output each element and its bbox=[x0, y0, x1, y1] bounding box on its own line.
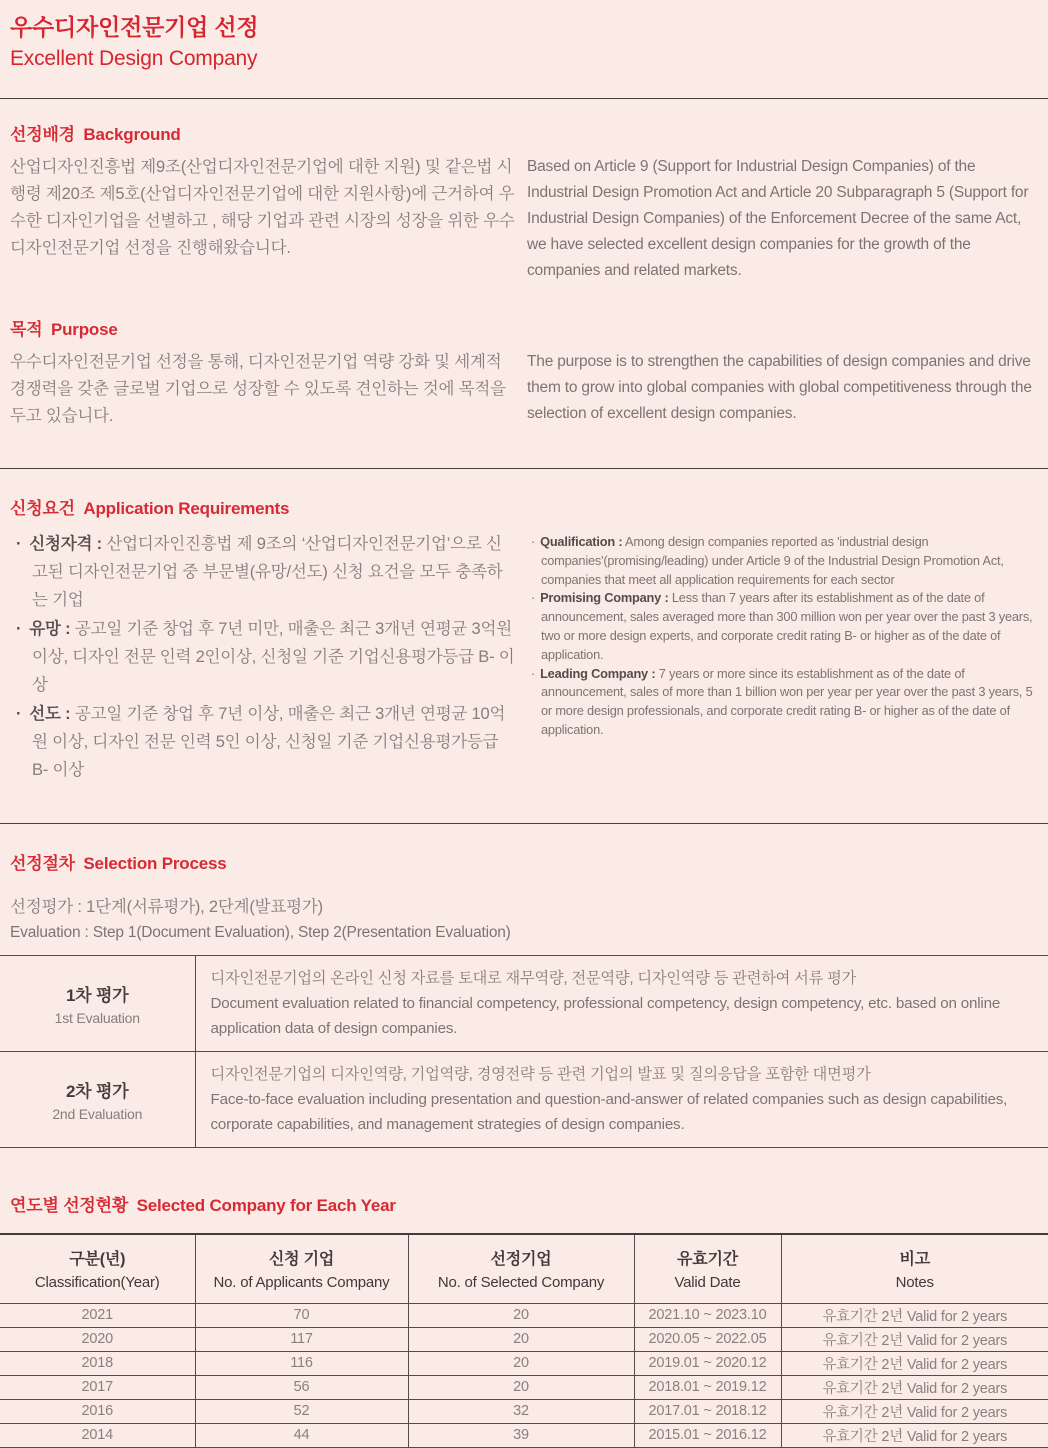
heading-english: Selected Company for Each Year bbox=[136, 1196, 396, 1215]
notes-cell: 유효기간 2년 Valid for 2 years bbox=[781, 1303, 1048, 1327]
table-row bbox=[0, 1303, 1048, 1327]
purpose-text-english: The purpose is to strengthen the capabilities of design companies and drive them to grow into global companies with global competitiveness through the selection of excellent design companies. bbox=[527, 353, 1032, 422]
section-heading-purpose bbox=[10, 315, 1048, 340]
evaluation-step-description: 디자인전문기업의 디자인역량, 기업역량, 경영전략 등 관련 기업의 발표 및 질의응답을 포함한 대면평가 Face-to-face evaluation including presentation and question-and-answer of related companies such as design capabilities, corporate capabilities, and management strategies of design companies. bbox=[195, 1052, 1048, 1148]
list-item: · Qualification : Among design companies reported as 'industrial design companies'(promising/leading) under Article 9 of the Industrial Design Promotion Act, companies that meet all application requirements for each sector bbox=[529, 533, 1040, 589]
heading-english: Selection Process bbox=[83, 854, 227, 873]
background-text-korean: 산업디자인진흥법 제9조(산업디자인전문기업에 대한 지원) 및 같은법 시행령 제20조 제5호(산업디자인전문기업에 대한 지원사항)에 근거하여 우수한 디자인기업을 선별하고 , 해당 기업과 관련 시장의 성장을 위한 우수디자인전문기업 선정을 진행해왔습니다. bbox=[10, 158, 515, 257]
heading-korean: 목적 bbox=[10, 320, 43, 339]
year-cell: 2014 bbox=[0, 1423, 195, 1447]
requirements-list-english bbox=[529, 533, 1040, 784]
selected-cell: 20 bbox=[408, 1303, 634, 1327]
notes-cell: 유효기간 2년 Valid for 2 years bbox=[781, 1327, 1048, 1351]
column-header-applicants: 신청 기업 No. of Applicants Company bbox=[195, 1234, 408, 1303]
section-heading-requirements bbox=[10, 494, 1048, 519]
background-columns bbox=[10, 154, 1040, 284]
table-row bbox=[0, 1375, 1048, 1399]
notes-cell: 유효기간 2년 Valid for 2 years bbox=[781, 1399, 1048, 1423]
requirements-list-korean bbox=[10, 529, 517, 784]
applicants-cell: 116 bbox=[195, 1351, 408, 1375]
applicants-cell: 52 bbox=[195, 1399, 408, 1423]
notes-cell: 유효기간 2년 Valid for 2 years bbox=[781, 1423, 1048, 1447]
valid-date-cell: 2017.01 ~ 2018.12 bbox=[634, 1399, 781, 1423]
heading-english: Purpose bbox=[50, 320, 118, 339]
evaluation-step-label: 1차 평가 1st Evaluation bbox=[0, 956, 195, 1052]
evaluation-steps-table bbox=[0, 955, 1048, 1148]
list-item: · 유망 : 공고일 기준 창업 후 7년 미만, 매출은 최근 3개년 연평균 3억원 이상, 디자인 전문 인력 2인이상, 신청일 기준 기업신용평가등급 B- 이상 bbox=[10, 615, 517, 699]
selected-cell: 20 bbox=[408, 1351, 634, 1375]
evaluation-step-label: 2차 평가 2nd Evaluation bbox=[0, 1052, 195, 1148]
table-header-row bbox=[0, 1234, 1048, 1303]
process-summary-english: Evaluation : Step 1(Document Evaluation), Step 2(Presentation Evaluation) bbox=[10, 924, 511, 941]
yearly-selection-table bbox=[0, 1233, 1048, 1448]
selected-cell: 32 bbox=[408, 1399, 634, 1423]
valid-date-cell: 2021.10 ~ 2023.10 bbox=[634, 1303, 781, 1327]
applicants-cell: 56 bbox=[195, 1375, 408, 1399]
list-item: · Leading Company : 7 years or more since its establishment as of the date of announcement, sales of more than 1 billion won per year per year over the past 3 years, 5 or more design professionals, and corporate credit rating B- or higher as of the date of application. bbox=[529, 665, 1040, 740]
year-cell: 2016 bbox=[0, 1399, 195, 1423]
background-text-english: Based on Article 9 (Support for Industrial Design Companies) of the Industrial Design Promotion Act and Article 20 Subparagraph 5 (Support for Industrial Design Companies) of the Enforcement Decree of the same Act, we have selected excellent design companies for the growth of the companies and related markets. bbox=[527, 158, 1029, 279]
section-heading-process bbox=[10, 849, 1048, 874]
section-heading-yearly bbox=[10, 1191, 1048, 1216]
heading-english: Application Requirements bbox=[83, 499, 290, 518]
heading-korean: 선정배경 bbox=[10, 125, 75, 144]
heading-korean: 선정절차 bbox=[10, 854, 75, 873]
table-row bbox=[0, 1423, 1048, 1447]
notes-cell: 유효기간 2년 Valid for 2 years bbox=[781, 1351, 1048, 1375]
table-row bbox=[0, 1351, 1048, 1375]
process-summary-korean: 선정평가 : 1단계(서류평가), 2단계(발표평가) bbox=[10, 898, 323, 916]
year-cell: 2017 bbox=[0, 1375, 195, 1399]
applicants-cell: 117 bbox=[195, 1327, 408, 1351]
table-row bbox=[0, 1399, 1048, 1423]
table-header bbox=[0, 1234, 1048, 1303]
divider bbox=[0, 98, 1048, 99]
table-row bbox=[0, 1327, 1048, 1351]
purpose-text-korean: 우수디자인전문기업 선정을 통해, 디자인전문기업 역량 강화 및 세계적 경쟁력을 갖춘 글로벌 기업으로 성장할 수 있도록 견인하는 것에 목적을 두고 있습니다. bbox=[10, 353, 506, 425]
page-title-korean: 우수디자인전문기업 선정 bbox=[10, 14, 259, 40]
valid-date-cell: 2019.01 ~ 2020.12 bbox=[634, 1351, 781, 1375]
heading-korean: 연도별 선정현황 bbox=[10, 1196, 129, 1215]
applicants-cell: 44 bbox=[195, 1423, 408, 1447]
selected-cell: 39 bbox=[408, 1423, 634, 1447]
divider bbox=[0, 823, 1048, 824]
year-cell: 2018 bbox=[0, 1351, 195, 1375]
valid-date-cell: 2015.01 ~ 2016.12 bbox=[634, 1423, 781, 1447]
selected-cell: 20 bbox=[408, 1375, 634, 1399]
selected-cell: 20 bbox=[408, 1327, 634, 1351]
heading-korean: 신청요건 bbox=[10, 499, 75, 518]
year-cell: 2021 bbox=[0, 1303, 195, 1327]
column-header-classification: 구분(년) Classification(Year) bbox=[0, 1234, 195, 1303]
column-header-selected: 선정기업 No. of Selected Company bbox=[408, 1234, 634, 1303]
purpose-columns bbox=[10, 349, 1040, 430]
heading-english: Background bbox=[83, 125, 181, 144]
list-item: · Promising Company : Less than 7 years after its establishment as of the date of announcement, sales averaged more than 300 million won per year over the past 3 years, two or more design experts, and corporate credit rating B- or higher as of the date of application. bbox=[529, 589, 1040, 664]
evaluation-step-description: 디자인전문기업의 온라인 신청 자료를 토대로 재무역량, 전문역량, 디자인역량 등 관련하여 서류 평가 Document evaluation related to financial competency, professional competency, design competency, etc. based on online application data of design companies. bbox=[195, 956, 1048, 1052]
notes-cell: 유효기간 2년 Valid for 2 years bbox=[781, 1375, 1048, 1399]
divider bbox=[0, 468, 1048, 469]
applicants-cell: 70 bbox=[195, 1303, 408, 1327]
table-row bbox=[0, 1052, 1048, 1148]
year-cell: 2020 bbox=[0, 1327, 195, 1351]
requirements-columns bbox=[10, 529, 1040, 784]
column-header-valid-date: 유효기간 Valid Date bbox=[634, 1234, 781, 1303]
section-heading-background bbox=[10, 120, 1048, 145]
list-item: · 신청자격 : 산업디자인진흥법 제 9조의 ‘산업디자인전문기업’으로 신고된 디자인전문기업 중 부문별(유망/선도) 신청 요건을 모두 충족하는 기업 bbox=[10, 530, 517, 614]
valid-date-cell: 2018.01 ~ 2019.12 bbox=[634, 1375, 781, 1399]
page-title-english: Excellent Design Company bbox=[10, 47, 258, 70]
list-item: · 선도 : 공고일 기준 창업 후 7년 이상, 매출은 최근 3개년 연평균 10억원 이상, 디자인 전문 인력 5인 이상, 신청일 기준 기업신용평가등급 B- 이상 bbox=[10, 700, 517, 784]
valid-date-cell: 2020.05 ~ 2022.05 bbox=[634, 1327, 781, 1351]
table-row bbox=[0, 956, 1048, 1052]
column-header-notes: 비고 Notes bbox=[781, 1234, 1048, 1303]
